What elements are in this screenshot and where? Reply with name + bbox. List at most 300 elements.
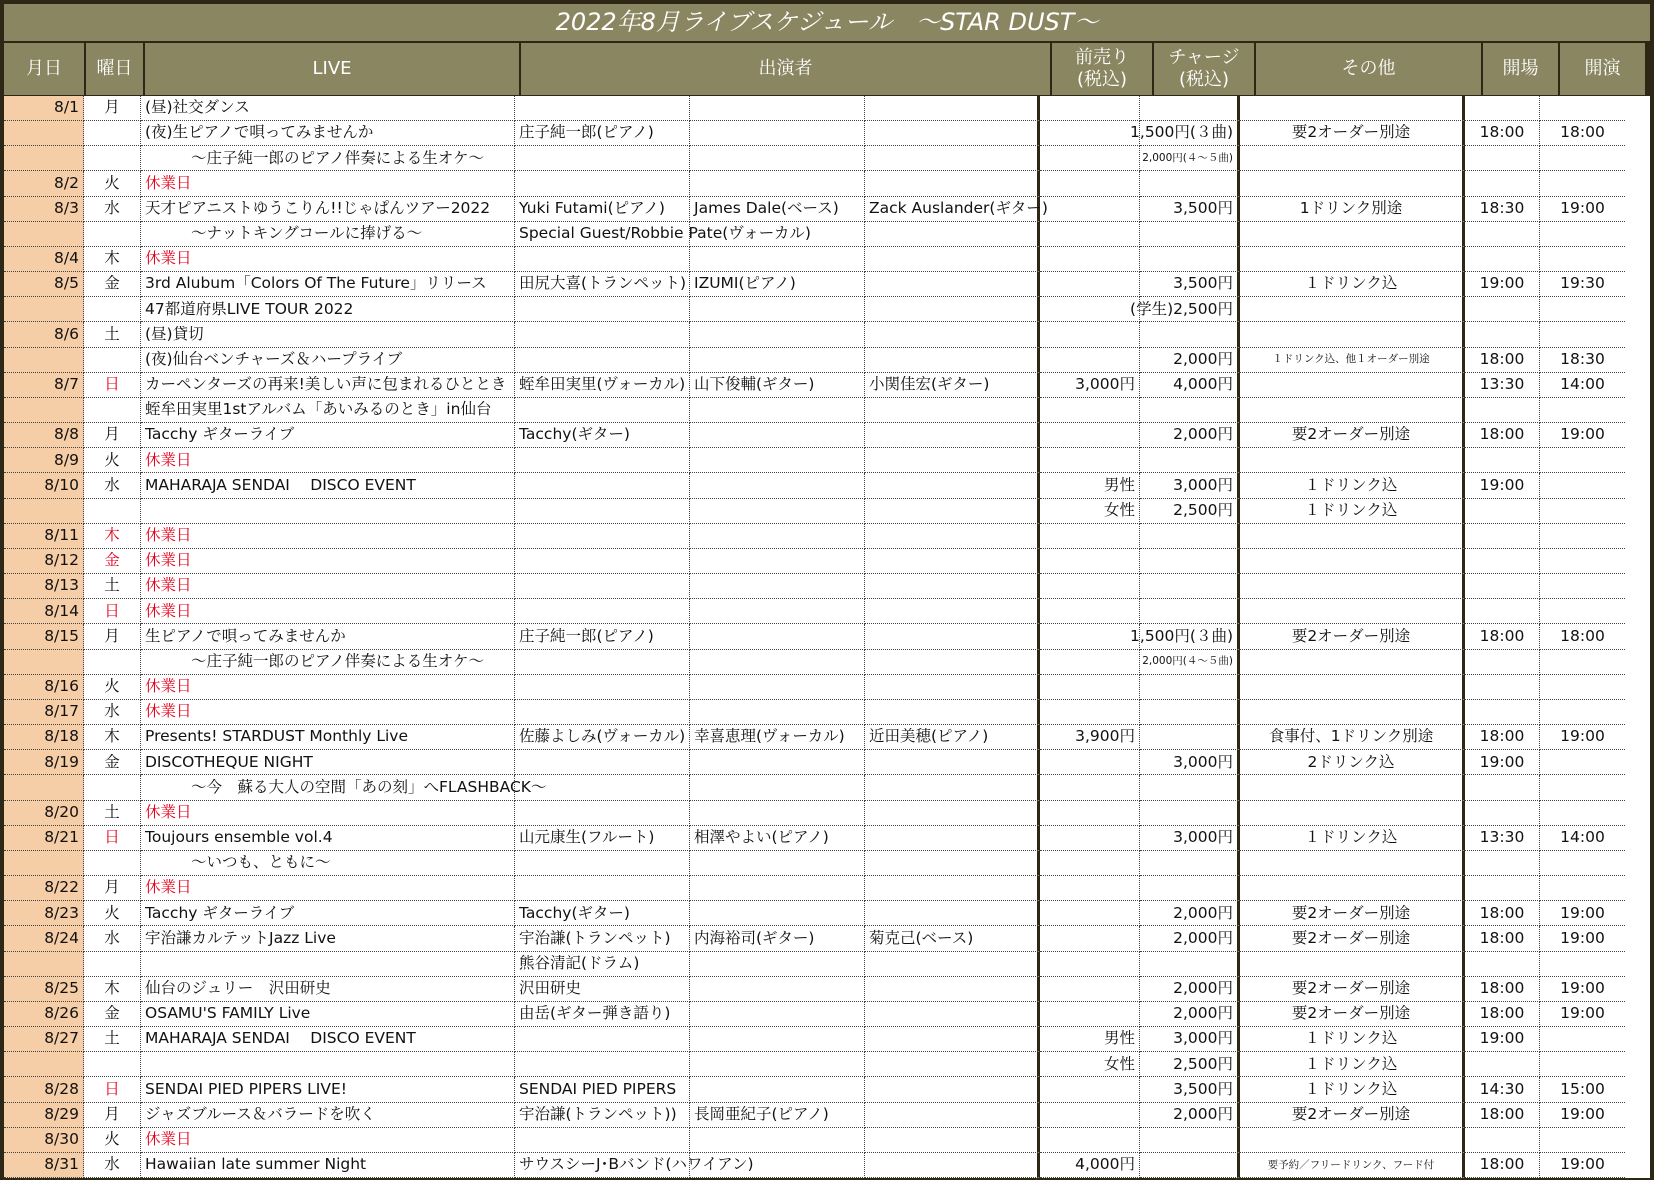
open-time-cell: 13:30 bbox=[1465, 373, 1540, 398]
performer-cell bbox=[865, 524, 1040, 549]
performer-cell bbox=[690, 146, 865, 171]
date-cell bbox=[4, 121, 84, 146]
weekday-cell: 土 bbox=[84, 801, 141, 826]
performer-cell bbox=[865, 272, 1040, 297]
open-time-cell: 18:00 bbox=[1465, 348, 1540, 373]
performer-cell bbox=[515, 775, 690, 800]
open-time-cell bbox=[1465, 700, 1540, 725]
performer-cell bbox=[865, 1103, 1040, 1128]
date-cell: 8/5 bbox=[4, 272, 84, 297]
performer-cell: 近田美穂(ピアノ) bbox=[865, 725, 1040, 750]
live-title-cell: ～庄子純一郎のピアノ伴奏による生オケ～ bbox=[141, 146, 515, 171]
advance-price-cell: 女性 bbox=[1040, 499, 1140, 524]
start-time-cell: 19:00 bbox=[1540, 197, 1625, 222]
other-notes-cell bbox=[1240, 373, 1465, 398]
start-time-cell bbox=[1540, 297, 1625, 322]
live-title-cell: SENDAI PIED PIPERS LIVE! bbox=[141, 1077, 515, 1102]
other-notes-cell: 要2オーダー別途 bbox=[1240, 977, 1465, 1002]
live-title-cell: カーペンターズの再来!美しい声に包まれるひととき bbox=[141, 373, 515, 398]
date-cell: 8/16 bbox=[4, 675, 84, 700]
weekday-cell: 日 bbox=[84, 1077, 141, 1102]
open-time-cell: 18:00 bbox=[1465, 901, 1540, 926]
performer-cell: Yuki Futami(ピアノ) bbox=[515, 197, 690, 222]
open-time-cell bbox=[1465, 574, 1540, 599]
start-time-cell: 19:00 bbox=[1540, 1002, 1625, 1027]
performer-cell bbox=[690, 171, 865, 196]
performer-cell bbox=[690, 348, 865, 373]
advance-price-cell bbox=[1040, 826, 1140, 851]
charge-cell bbox=[1140, 448, 1240, 473]
performer-cell: 内海裕司(ギター) bbox=[690, 926, 865, 951]
weekday-cell: 土 bbox=[84, 1027, 141, 1052]
performer-cell: 小関佳宏(ギター) bbox=[865, 373, 1040, 398]
live-title-cell: 宇治謙カルテットJazz Live bbox=[141, 926, 515, 951]
start-time-cell bbox=[1540, 247, 1625, 272]
weekday-cell: 水 bbox=[84, 1153, 141, 1178]
performer-cell bbox=[865, 473, 1040, 498]
other-notes-cell bbox=[1240, 96, 1465, 121]
open-time-cell bbox=[1465, 322, 1540, 347]
weekday-cell: 月 bbox=[84, 96, 141, 121]
performer-cell bbox=[865, 851, 1040, 876]
header-charge: チャージ (税込) bbox=[1154, 43, 1254, 95]
performer-cell bbox=[865, 398, 1040, 423]
charge-cell: 2,000円 bbox=[1140, 926, 1240, 951]
weekday-cell bbox=[84, 650, 141, 675]
date-cell bbox=[4, 297, 84, 322]
date-cell bbox=[4, 146, 84, 171]
date-cell: 8/28 bbox=[4, 1077, 84, 1102]
performer-cell: 相澤やよい(ピアノ) bbox=[690, 826, 865, 851]
performer-cell: 長岡亜紀子(ピアノ) bbox=[690, 1103, 865, 1128]
date-cell: 8/30 bbox=[4, 1128, 84, 1153]
charge-cell: 4,000円 bbox=[1140, 373, 1240, 398]
charge-cell: 3,000円 bbox=[1140, 1027, 1240, 1052]
other-notes-cell: １ドリンク込 bbox=[1240, 1052, 1465, 1077]
live-title-cell: MAHARAJA SENDAI DISCO EVENT bbox=[141, 1027, 515, 1052]
live-title-cell: (夜)仙台ベンチャーズ＆ハープライブ bbox=[141, 348, 515, 373]
performer-cell bbox=[865, 247, 1040, 272]
charge-cell: 1,500円(３曲) bbox=[1140, 624, 1240, 649]
other-notes-cell: 要2オーダー別途 bbox=[1240, 901, 1465, 926]
advance-price-cell: 女性 bbox=[1040, 1052, 1140, 1077]
charge-cell: 2,000円 bbox=[1140, 1002, 1240, 1027]
open-time-cell bbox=[1465, 675, 1540, 700]
charge-cell: 2,000円(４～５曲) bbox=[1140, 650, 1240, 675]
other-notes-cell: 要予約／フリードリンク、フード付 bbox=[1240, 1153, 1465, 1178]
performer-cell: 宇治謙(トランペット) bbox=[515, 926, 690, 951]
performer-cell bbox=[515, 398, 690, 423]
advance-price-cell bbox=[1040, 851, 1140, 876]
open-time-cell: 19:00 bbox=[1465, 750, 1540, 775]
weekday-cell: 金 bbox=[84, 750, 141, 775]
date-cell: 8/29 bbox=[4, 1103, 84, 1128]
open-time-cell bbox=[1465, 851, 1540, 876]
open-time-cell: 18:00 bbox=[1465, 977, 1540, 1002]
header-open-time: 開場 bbox=[1483, 43, 1558, 95]
live-title-cell: 仙台のジュリー 沢田研史 bbox=[141, 977, 515, 1002]
header-weekday: 曜日 bbox=[86, 43, 143, 95]
weekday-cell: 水 bbox=[84, 197, 141, 222]
date-cell: 8/15 bbox=[4, 624, 84, 649]
start-time-cell bbox=[1540, 398, 1625, 423]
open-time-cell bbox=[1465, 146, 1540, 171]
open-time-cell: 19:00 bbox=[1465, 272, 1540, 297]
weekday-cell bbox=[84, 851, 141, 876]
performer-cell bbox=[690, 599, 865, 624]
live-title-cell: ～いつも、ともに～ bbox=[141, 851, 515, 876]
live-title-cell: OSAMU'S FAMILY Live bbox=[141, 1002, 515, 1027]
date-cell: 8/3 bbox=[4, 197, 84, 222]
open-time-cell: 13:30 bbox=[1465, 826, 1540, 851]
start-time-cell bbox=[1540, 146, 1625, 171]
performer-cell: Special Guest/Robbie Pate(ヴォーカル) bbox=[515, 222, 690, 247]
live-title-cell: 3rd Alubum「Colors Of The Future」リリース bbox=[141, 272, 515, 297]
start-time-cell bbox=[1540, 574, 1625, 599]
open-time-cell: 19:00 bbox=[1465, 473, 1540, 498]
header-start-time: 開演 bbox=[1560, 43, 1645, 95]
weekday-cell: 日 bbox=[84, 373, 141, 398]
other-notes-cell bbox=[1240, 222, 1465, 247]
other-notes-cell: 要2オーダー別途 bbox=[1240, 624, 1465, 649]
open-time-cell bbox=[1465, 171, 1540, 196]
performer-cell: 菊克己(ベース) bbox=[865, 926, 1040, 951]
date-cell: 8/7 bbox=[4, 373, 84, 398]
charge-cell bbox=[1140, 549, 1240, 574]
open-time-cell: 18:00 bbox=[1465, 1002, 1540, 1027]
charge-cell: 2,500円 bbox=[1140, 1052, 1240, 1077]
schedule-grid bbox=[4, 96, 1650, 1178]
performer-cell bbox=[865, 423, 1040, 448]
advance-price-cell bbox=[1040, 675, 1140, 700]
start-time-cell bbox=[1540, 876, 1625, 901]
advance-price-cell bbox=[1040, 398, 1140, 423]
date-cell: 8/8 bbox=[4, 423, 84, 448]
date-cell bbox=[4, 952, 84, 977]
advance-price-cell bbox=[1040, 1128, 1140, 1153]
other-notes-cell bbox=[1240, 599, 1465, 624]
start-time-cell bbox=[1540, 700, 1625, 725]
start-time-cell: 19:00 bbox=[1540, 423, 1625, 448]
charge-cell bbox=[1140, 851, 1240, 876]
performer-cell bbox=[690, 775, 865, 800]
other-notes-cell: 要2オーダー別途 bbox=[1240, 423, 1465, 448]
date-cell bbox=[4, 222, 84, 247]
live-title-cell: 生ピアノで唄ってみませんか bbox=[141, 624, 515, 649]
other-notes-cell bbox=[1240, 524, 1465, 549]
other-notes-cell: 要2オーダー別途 bbox=[1240, 121, 1465, 146]
live-title-cell bbox=[141, 499, 515, 524]
performer-cell bbox=[690, 297, 865, 322]
performer-cell: 蛭牟田実里(ヴォーカル) bbox=[515, 373, 690, 398]
charge-cell bbox=[1140, 1128, 1240, 1153]
date-cell bbox=[4, 499, 84, 524]
date-cell: 8/24 bbox=[4, 926, 84, 951]
open-time-cell bbox=[1465, 448, 1540, 473]
weekday-cell: 月 bbox=[84, 423, 141, 448]
advance-price-cell bbox=[1040, 700, 1140, 725]
advance-price-cell bbox=[1040, 146, 1140, 171]
performer-cell bbox=[690, 876, 865, 901]
performer-cell: 沢田研史 bbox=[515, 977, 690, 1002]
charge-cell: 2,500円 bbox=[1140, 499, 1240, 524]
advance-price-cell bbox=[1040, 775, 1140, 800]
advance-price-cell: 男性 bbox=[1040, 1027, 1140, 1052]
start-time-cell: 18:00 bbox=[1540, 624, 1625, 649]
open-time-cell: 18:00 bbox=[1465, 926, 1540, 951]
live-title-cell: 休業日 bbox=[141, 876, 515, 901]
performer-cell: SENDAI PIED PIPERS bbox=[515, 1077, 690, 1102]
date-cell: 8/18 bbox=[4, 725, 84, 750]
live-title-cell: 休業日 bbox=[141, 247, 515, 272]
date-cell bbox=[4, 775, 84, 800]
other-notes-cell bbox=[1240, 146, 1465, 171]
start-time-cell: 19:00 bbox=[1540, 977, 1625, 1002]
advance-price-cell bbox=[1040, 197, 1140, 222]
other-notes-cell: １ドリンク込 bbox=[1240, 1027, 1465, 1052]
open-time-cell: 14:30 bbox=[1465, 1077, 1540, 1102]
other-notes-cell bbox=[1240, 801, 1465, 826]
charge-cell bbox=[1140, 725, 1240, 750]
weekday-cell bbox=[84, 775, 141, 800]
date-cell: 8/20 bbox=[4, 801, 84, 826]
start-time-cell bbox=[1540, 750, 1625, 775]
performer-cell bbox=[515, 1027, 690, 1052]
charge-cell bbox=[1140, 322, 1240, 347]
weekday-cell: 木 bbox=[84, 247, 141, 272]
advance-price-cell: 3,000円 bbox=[1040, 373, 1140, 398]
performer-cell bbox=[690, 322, 865, 347]
performer-cell bbox=[515, 574, 690, 599]
other-notes-cell: 1ドリンク別途 bbox=[1240, 197, 1465, 222]
other-notes-cell: 要2オーダー別途 bbox=[1240, 1103, 1465, 1128]
start-time-cell bbox=[1540, 524, 1625, 549]
open-time-cell bbox=[1465, 524, 1540, 549]
other-notes-cell bbox=[1240, 171, 1465, 196]
other-notes-cell bbox=[1240, 876, 1465, 901]
date-cell: 8/13 bbox=[4, 574, 84, 599]
date-cell bbox=[4, 398, 84, 423]
live-title-cell: 蛭牟田実里1stアルバム「あいみるのとき」in仙台 bbox=[141, 398, 515, 423]
advance-price-cell bbox=[1040, 876, 1140, 901]
other-notes-cell bbox=[1240, 247, 1465, 272]
advance-price-cell bbox=[1040, 423, 1140, 448]
date-cell: 8/21 bbox=[4, 826, 84, 851]
other-notes-cell bbox=[1240, 549, 1465, 574]
date-cell: 8/17 bbox=[4, 700, 84, 725]
start-time-cell bbox=[1540, 549, 1625, 574]
charge-cell: 2,000円 bbox=[1140, 977, 1240, 1002]
performer-cell: 庄子純一郎(ピアノ) bbox=[515, 624, 690, 649]
performer-cell bbox=[865, 1128, 1040, 1153]
live-title-cell: 休業日 bbox=[141, 700, 515, 725]
weekday-cell: 日 bbox=[84, 599, 141, 624]
advance-price-cell: 男性 bbox=[1040, 473, 1140, 498]
advance-price-cell bbox=[1040, 297, 1140, 322]
live-title-cell: 休業日 bbox=[141, 1128, 515, 1153]
other-notes-cell bbox=[1240, 700, 1465, 725]
performer-cell: 庄子純一郎(ピアノ) bbox=[515, 121, 690, 146]
performer-cell bbox=[690, 1052, 865, 1077]
performer-cell bbox=[515, 599, 690, 624]
advance-price-cell bbox=[1040, 524, 1140, 549]
performer-cell bbox=[515, 650, 690, 675]
performer-cell bbox=[865, 826, 1040, 851]
performer-cell bbox=[865, 901, 1040, 926]
charge-cell: 3,000円 bbox=[1140, 826, 1240, 851]
performer-cell: 熊谷清記(ドラム) bbox=[515, 952, 690, 977]
advance-price-cell bbox=[1040, 1103, 1140, 1128]
charge-cell bbox=[1140, 675, 1240, 700]
other-notes-cell: １ドリンク込 bbox=[1240, 1077, 1465, 1102]
performer-cell: Tacchy(ギター) bbox=[515, 423, 690, 448]
other-notes-cell bbox=[1240, 398, 1465, 423]
live-title-cell: 休業日 bbox=[141, 574, 515, 599]
advance-price-cell bbox=[1040, 549, 1140, 574]
performer-cell bbox=[690, 398, 865, 423]
open-time-cell bbox=[1465, 650, 1540, 675]
charge-cell: 3,500円 bbox=[1140, 1077, 1240, 1102]
weekday-cell: 木 bbox=[84, 725, 141, 750]
performer-cell bbox=[690, 574, 865, 599]
weekday-cell: 木 bbox=[84, 977, 141, 1002]
other-notes-cell bbox=[1240, 851, 1465, 876]
performer-cell bbox=[690, 423, 865, 448]
open-time-cell bbox=[1465, 297, 1540, 322]
performer-cell bbox=[515, 297, 690, 322]
advance-price-cell bbox=[1040, 926, 1140, 951]
start-time-cell bbox=[1540, 675, 1625, 700]
weekday-cell: 火 bbox=[84, 901, 141, 926]
performer-cell bbox=[865, 222, 1040, 247]
start-time-cell bbox=[1540, 96, 1625, 121]
advance-price-cell bbox=[1040, 977, 1140, 1002]
charge-cell bbox=[1140, 952, 1240, 977]
start-time-cell: 19:00 bbox=[1540, 1103, 1625, 1128]
weekday-cell: 水 bbox=[84, 473, 141, 498]
performer-cell bbox=[865, 801, 1040, 826]
weekday-cell: 火 bbox=[84, 171, 141, 196]
start-time-cell bbox=[1540, 171, 1625, 196]
live-title-cell: DISCOTHEQUE NIGHT bbox=[141, 750, 515, 775]
performer-cell: Tacchy(ギター) bbox=[515, 901, 690, 926]
charge-cell: 2,000円 bbox=[1140, 901, 1240, 926]
start-time-cell: 18:00 bbox=[1540, 121, 1625, 146]
open-time-cell bbox=[1465, 222, 1540, 247]
start-time-cell bbox=[1540, 650, 1625, 675]
performer-cell bbox=[865, 675, 1040, 700]
performer-cell bbox=[515, 448, 690, 473]
performer-cell bbox=[690, 650, 865, 675]
other-notes-cell bbox=[1240, 1128, 1465, 1153]
performer-cell: 幸喜恵理(ヴォーカル) bbox=[690, 725, 865, 750]
weekday-cell: 木 bbox=[84, 524, 141, 549]
weekday-cell: 日 bbox=[84, 826, 141, 851]
date-cell: 8/25 bbox=[4, 977, 84, 1002]
performer-cell bbox=[865, 1052, 1040, 1077]
start-time-cell bbox=[1540, 952, 1625, 977]
start-time-cell bbox=[1540, 801, 1625, 826]
charge-cell: 1,500円(３曲) bbox=[1140, 121, 1240, 146]
open-time-cell bbox=[1465, 801, 1540, 826]
live-title-cell bbox=[141, 952, 515, 977]
start-time-cell bbox=[1540, 775, 1625, 800]
date-cell: 8/4 bbox=[4, 247, 84, 272]
performer-cell bbox=[515, 876, 690, 901]
other-notes-cell bbox=[1240, 574, 1465, 599]
weekday-cell: 水 bbox=[84, 700, 141, 725]
live-title-cell: ～庄子純一郎のピアノ伴奏による生オケ～ bbox=[141, 650, 515, 675]
performer-cell bbox=[865, 549, 1040, 574]
weekday-cell bbox=[84, 348, 141, 373]
open-time-cell: 19:00 bbox=[1465, 1027, 1540, 1052]
charge-cell: 3,500円 bbox=[1140, 272, 1240, 297]
open-time-cell bbox=[1465, 952, 1540, 977]
performer-cell bbox=[865, 499, 1040, 524]
performer-cell bbox=[865, 1153, 1040, 1178]
header-live: LIVE bbox=[145, 43, 519, 95]
open-time-cell bbox=[1465, 599, 1540, 624]
live-title-cell: 休業日 bbox=[141, 599, 515, 624]
live-title-cell bbox=[141, 1052, 515, 1077]
header-other: その他 bbox=[1256, 43, 1481, 95]
advance-price-cell bbox=[1040, 952, 1140, 977]
performer-cell bbox=[690, 901, 865, 926]
weekday-cell: 金 bbox=[84, 272, 141, 297]
performer-cell bbox=[865, 624, 1040, 649]
other-notes-cell: 要2オーダー別途 bbox=[1240, 1002, 1465, 1027]
performer-cell: 山下俊輔(ギター) bbox=[690, 373, 865, 398]
performer-cell bbox=[690, 675, 865, 700]
performer-cell bbox=[865, 876, 1040, 901]
charge-cell: 3,000円 bbox=[1140, 750, 1240, 775]
performer-cell bbox=[865, 146, 1040, 171]
live-title-cell: Tacchy ギターライブ bbox=[141, 901, 515, 926]
charge-cell: 3,500円 bbox=[1140, 197, 1240, 222]
weekday-cell: 土 bbox=[84, 322, 141, 347]
other-notes-cell: １ドリンク込 bbox=[1240, 272, 1465, 297]
advance-price-cell: 3,900円 bbox=[1040, 725, 1140, 750]
start-time-cell: 19:00 bbox=[1540, 926, 1625, 951]
performer-cell bbox=[690, 1077, 865, 1102]
open-time-cell: 18:30 bbox=[1465, 197, 1540, 222]
charge-cell: (学生)2,500円 bbox=[1140, 297, 1240, 322]
start-time-cell bbox=[1540, 599, 1625, 624]
advance-price-cell bbox=[1040, 650, 1140, 675]
advance-price-cell bbox=[1040, 599, 1140, 624]
advance-price-cell bbox=[1040, 448, 1140, 473]
performer-cell bbox=[515, 1128, 690, 1153]
live-title-cell: Presents! STARDUST Monthly Live bbox=[141, 725, 515, 750]
performer-cell bbox=[865, 1002, 1040, 1027]
performer-cell bbox=[690, 121, 865, 146]
performer-cell bbox=[690, 96, 865, 121]
performer-cell bbox=[690, 524, 865, 549]
charge-cell bbox=[1140, 96, 1240, 121]
live-title-cell: 休業日 bbox=[141, 448, 515, 473]
other-notes-cell bbox=[1240, 650, 1465, 675]
advance-price-cell bbox=[1040, 801, 1140, 826]
start-time-cell: 19:00 bbox=[1540, 901, 1625, 926]
performer-cell bbox=[865, 750, 1040, 775]
date-cell: 8/2 bbox=[4, 171, 84, 196]
open-time-cell bbox=[1465, 499, 1540, 524]
performer-cell bbox=[515, 473, 690, 498]
weekday-cell bbox=[84, 121, 141, 146]
live-title-cell: ～ナットキングコールに捧げる～ bbox=[141, 222, 515, 247]
charge-cell: 2,000円 bbox=[1140, 1103, 1240, 1128]
live-title-cell: 天才ピアニストゆうこりん!!じゃぱんツアー2022 bbox=[141, 197, 515, 222]
